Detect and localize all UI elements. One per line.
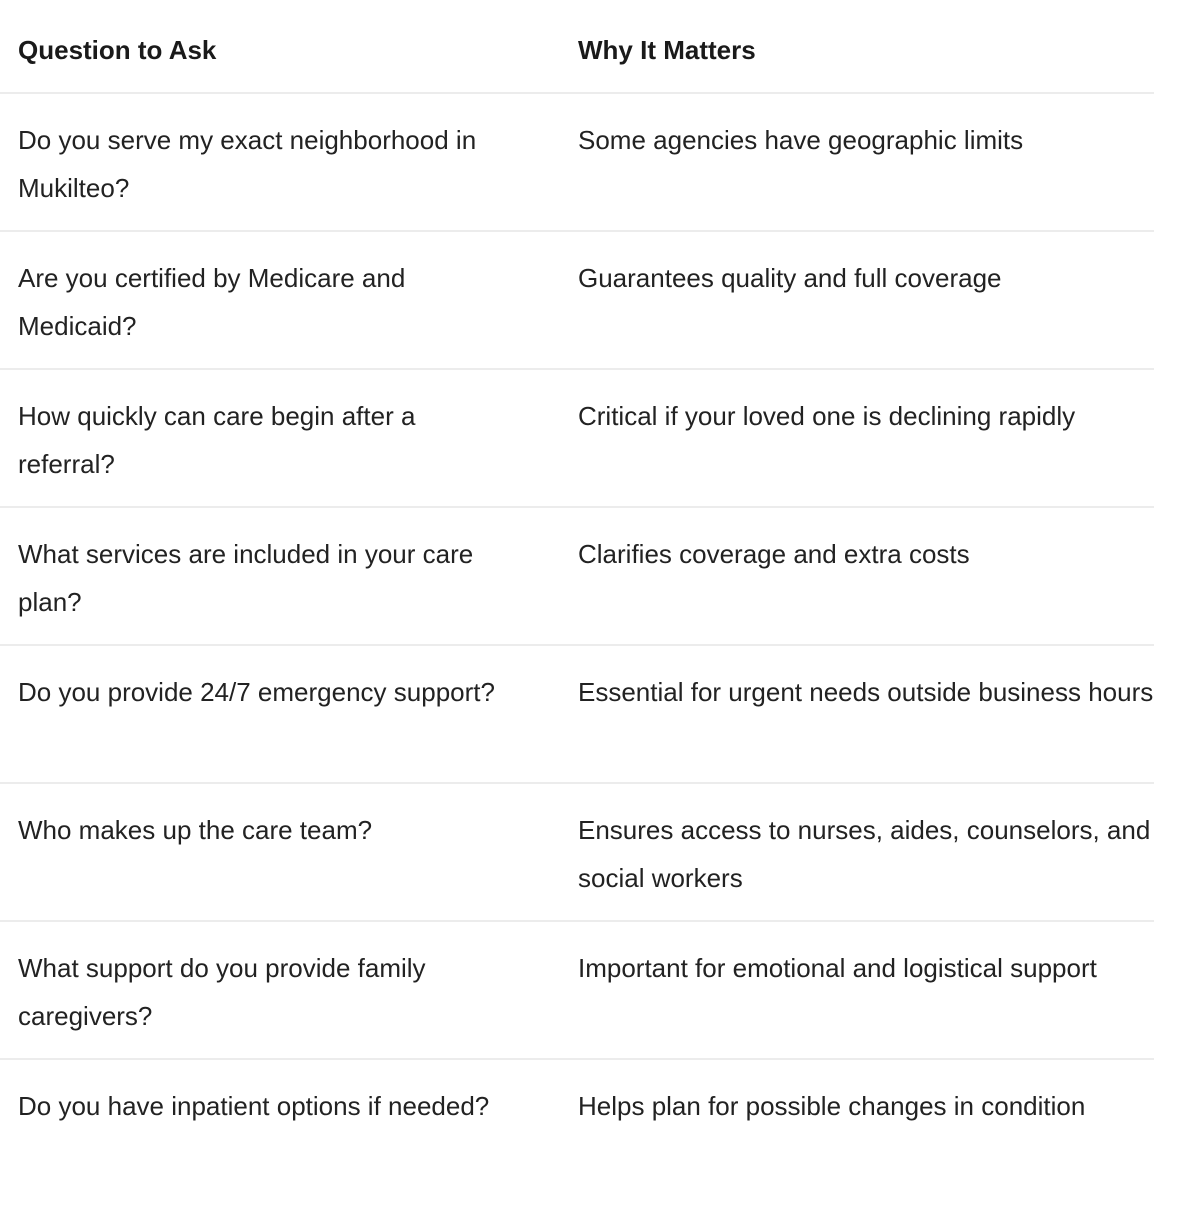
table-row bbox=[0, 922, 1154, 1060]
why-cell: Important for emotional and logistical support bbox=[578, 953, 1097, 983]
table-row bbox=[0, 784, 1154, 922]
table-header bbox=[0, 0, 1154, 94]
table-row bbox=[0, 232, 1154, 370]
question-cell: Do you have inpatient options if needed? bbox=[18, 1091, 490, 1121]
why-cell: Guarantees quality and full coverage bbox=[578, 263, 1002, 293]
question-cell: Are you certified by Medicare and Medicaid? bbox=[18, 263, 406, 341]
table-row bbox=[0, 94, 1154, 232]
question-cell: What services are included in your care plan? bbox=[18, 539, 474, 617]
column-header-question: Question to Ask bbox=[18, 35, 217, 65]
table-row bbox=[0, 646, 1154, 784]
table-row bbox=[0, 508, 1154, 646]
why-cell: Critical if your loved one is declining rapidly bbox=[578, 401, 1076, 431]
question-cell: Who makes up the care team? bbox=[18, 815, 373, 845]
column-header-why: Why It Matters bbox=[578, 35, 756, 65]
question-cell: Do you serve my exact neighborhood in Mukilteo? bbox=[18, 125, 477, 203]
question-cell: Do you provide 24/7 emergency support? bbox=[18, 677, 495, 707]
why-cell: Helps plan for possible changes in condition bbox=[578, 1091, 1086, 1121]
question-cell: How quickly can care begin after a referral? bbox=[18, 401, 416, 479]
table-row bbox=[0, 1060, 1154, 1198]
why-cell: Essential for urgent needs outside business hours bbox=[578, 677, 1154, 707]
why-cell: Clarifies coverage and extra costs bbox=[578, 539, 970, 569]
why-cell: Ensures access to nurses, aides, counselors, and social workers bbox=[578, 815, 1151, 893]
question-cell: What support do you provide family caregivers? bbox=[18, 953, 426, 1031]
table-row bbox=[0, 370, 1154, 508]
why-cell: Some agencies have geographic limits bbox=[578, 125, 1024, 155]
